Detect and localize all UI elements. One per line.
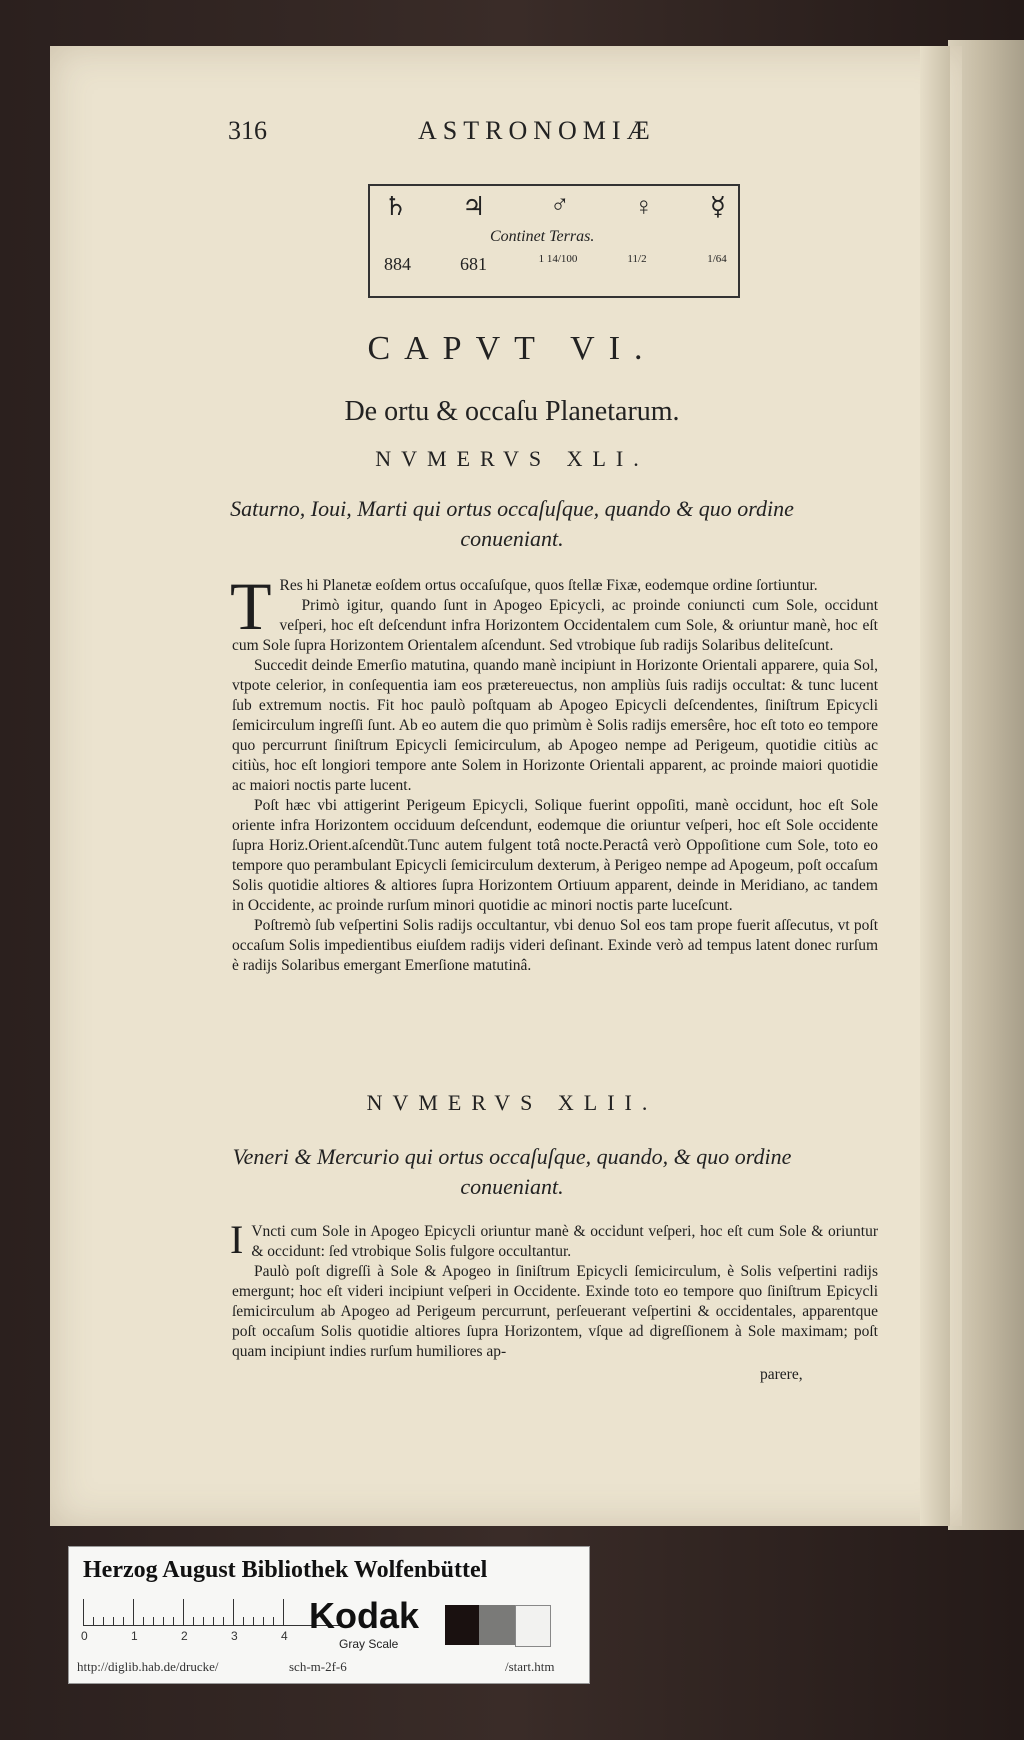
numerus-42-title-line2: conueniant. <box>460 1174 564 1199</box>
gray-swatch-black <box>445 1605 479 1645</box>
mercury-value: 1/64 <box>707 253 727 265</box>
numerus-41-title-line1: Saturno, Ioui, Marti qui ortus occaſuſque, quando & quo ordine <box>230 496 794 521</box>
ruler-number: 2 <box>181 1629 188 1643</box>
gray-swatch-mid <box>479 1605 515 1645</box>
ruler-number: 3 <box>231 1629 238 1643</box>
venus-symbol: ♀ <box>634 192 654 221</box>
paragraph: Paulò poſt digreſſi à Sole & Apogeo in ſiniſtrum Epicycli ſemicirculum, è Solis veſpertini radijs emergunt; hoc eſt videri incipiunt veſperi in Occidente. Exinde toto eo tempore quo ſiniſtrum Epicycli ſemicirculum ab Apogeo ad Perigeum percurrunt, perſeuerant veſpertini & occidentales, apparentque poſt occaſum Solis quotidie altiores ſupra Horizontem, vſque ad digreſſionem à Sole maximam; poſt quam incipiunt indies rurſum humiliores ap- <box>232 1263 878 1360</box>
url-end: /start.htm <box>505 1659 555 1674</box>
drop-cap: I <box>230 1217 244 1262</box>
numerus-42-text <box>230 1217 878 1362</box>
saturn-value: 884 <box>384 254 411 274</box>
catchword: parere, <box>760 1366 803 1383</box>
kodak-logo: Kodak <box>309 1595 420 1636</box>
paragraph <box>230 1217 878 1262</box>
table-caption: Continet Terras. <box>490 228 595 245</box>
chapter-heading: CAPVT VI. <box>367 330 657 367</box>
jupiter-symbol: ♃ <box>462 192 486 221</box>
shelfmark: sch-m-2f-6 <box>289 1659 347 1674</box>
venus-value: 11/2 <box>627 253 647 265</box>
ruler-number: 1 <box>131 1629 138 1643</box>
numerus-41-title <box>0 494 1024 554</box>
page-gutter <box>920 46 950 1526</box>
paragraph: Succedit deinde Emerſio matutina, quando manè incipiunt in Horizonte Orientali apparere, quia Sol, vtpote celerior, in conſequentia iam eos prætereuectus, non ampliùs ſuis radijs occultat: & tunc lucent ſub extremum noctis. Fit hoc paulò poſtquam ab Apogeo Epicycli deſcendentes, ſiniſtrum Epicycli ſemicirculum ingreſſi ſunt. Ab eo autem die quo primùm è Solis radijs emersêre, hoc eſt toto eo tempore quo percurrunt ſiniſtrum Epicycli ſemicirculum, ab Apogeo nempe ad Perigeum, quotidie citiùs ac citiùs, hoc eſt longiori tempore ante Solem in Horizonte Orientali apparent, ac proinde maiori quotidie ac maiori noctis parte lucent. <box>232 657 878 794</box>
ruler-number: 0 <box>81 1629 88 1643</box>
numerus-42-heading: NVMERVS XLII. <box>366 1090 658 1115</box>
page-number: 316 <box>228 116 267 145</box>
page-header <box>228 116 828 152</box>
gray-scale-label: Gray Scale <box>339 1637 399 1651</box>
jupiter-value: 681 <box>460 254 487 274</box>
running-title: ASTRONOMIÆ <box>418 116 656 145</box>
numerus-42-title <box>0 1142 1024 1202</box>
numerus-41-title-line2: conueniant. <box>460 526 564 551</box>
paragraph: Primò igitur, quando ſunt in Apogeo Epicycli, ac proinde coniuncti cum Sole, occidunt veſperi, hoc eſt deſcendunt infra Horizontem Occidentalem cum Sole, & oriuntur manè, hoc eſt cum Sole ſupra Horizontem Orientalem aſcendunt. Sed vtrobique ſub radijs Solaribus deliteſcunt. <box>232 597 878 654</box>
mercury-symbol: ☿ <box>710 192 726 221</box>
library-name: Herzog August Bibliothek Wolfenbüttel <box>83 1557 488 1583</box>
paragraph: Poſt hæc vbi attigerint Perigeum Epicycli, Solique fuerint oppoſiti, manè occidunt, hoc eſt Sole oriente infra Horizontem occiduum deſcendunt, eodemque die oriuntur veſperi, hoc eſt Sole occidente ſupra Horiz.Orient.aſcendũt.Tunc autem fulgent totâ nocte.Peractâ verò Oppoſitione cum Sole, toto eo tempore quo perambulant Epicycli ſemicirculum dexterum, à Perigeo nempe ad Apogeum, poſt occaſum Solis quotidie altiores & altiores ſupra Horizontem Ortiuum apparent, deinde in Meridiano, ac tandem in Occidente, ac proinde rurſum minori quotidie ac minori noctis parte luceſcunt. <box>232 797 878 914</box>
chapter-subtitle: De ortu & occaſu Planetarum. <box>344 396 680 427</box>
paragraph: Poſtremò ſub veſpertini Solis radijs occultantur, vbi denuo Sol eos tam prope fuerit aſſecutus, vt poſt occaſum Solis impedientibus eiuſdem radijs videri deſinant. Exinde verò ad tempus latent donec rurſum è radijs Solaribus emergant Emerſione matutinâ. <box>232 917 878 974</box>
numerus-42-title-line1: Veneri & Mercurio qui ortus occaſuſque, quando, & quo ordine <box>232 1144 792 1169</box>
paragraph-text: Res hi Planetæ eoſdem ortus occaſuſque, quos ſtellæ Fixæ, eodemque ordine ſortiuntur. <box>279 577 818 594</box>
mars-value: 1 14/100 <box>538 253 578 265</box>
scale-ruler <box>83 1599 343 1626</box>
ruler-number: 4 <box>281 1629 288 1643</box>
mars-symbol: ♂ <box>550 190 570 219</box>
numerus-41-heading: NVMERVS XLI. <box>375 446 649 471</box>
drop-cap: T <box>230 568 272 644</box>
saturn-symbol: ♄ <box>384 192 408 221</box>
paragraph-text: Vncti cum Sole in Apogeo Epicycli oriuntur manè & occidunt veſperi, hoc eſt cum Sole & oriuntur & occidunt: ſed vtrobique Solis fulgore occultantur. <box>251 1223 878 1260</box>
scan-target-card <box>68 1546 590 1684</box>
gray-swatch-white <box>515 1605 551 1647</box>
url-base: http://diglib.hab.de/drucke/ <box>77 1659 219 1674</box>
planet-table <box>368 184 740 298</box>
numerus-41-text <box>230 568 878 976</box>
